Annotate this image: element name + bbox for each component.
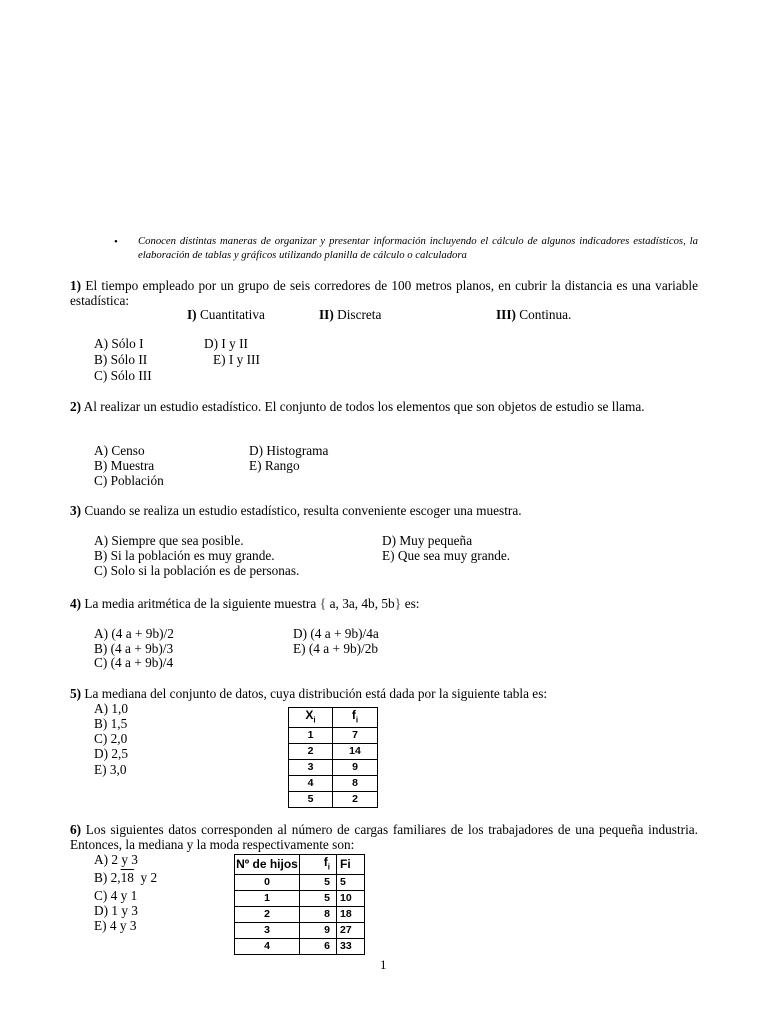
option-e: E) I y III	[213, 352, 260, 367]
option-a: A) Censo	[94, 443, 145, 458]
option-c: C) Sólo III	[94, 368, 152, 383]
question-text: El tiempo empleado por un grupo de seis corredores de 100 metros planos, en cubrir la distancia es una variable estadística:	[70, 278, 699, 308]
option-d: D) (4 a + 9b)/4a	[293, 626, 379, 641]
table-row: 5 2	[289, 792, 378, 808]
option-b: B) 2,18 y 2	[94, 870, 158, 885]
question-number: 2)	[70, 399, 82, 414]
header-fi: $f_i$	[300, 855, 337, 875]
question-2	[70, 399, 698, 414]
header-xi: $X_i$	[289, 708, 333, 728]
bullet-point: •	[114, 236, 118, 248]
header-cumulative-fi: Fi	[337, 855, 365, 875]
option-a: A) Sólo I	[94, 336, 144, 351]
option-b: B) Sólo II	[94, 352, 148, 367]
option-b: B) (4 a + 9b)/3	[94, 641, 174, 656]
option-e: E) Rango	[249, 458, 300, 473]
option-c: C) 2,0	[94, 731, 128, 746]
table-row: 4 6 33	[235, 939, 365, 955]
option-e: E) 3,0	[94, 762, 127, 777]
option-a: A) Siempre que sea posible.	[94, 533, 244, 548]
table-row: 1 7	[289, 728, 378, 744]
table-row: 1 5 10	[235, 891, 365, 907]
option-c: C) 4 y 1	[94, 888, 138, 903]
option-c: C) Población	[94, 473, 164, 488]
table-row: 3 9	[289, 760, 378, 776]
objective-text: Conocen distintas maneras de organizar y presentar información incluyendo el cálculo de algunos indicadores estadísticos, la elaboración de tablas y gráficos utilizando planilla de cálculo o calculadora	[138, 235, 698, 261]
table-row: 0 5 5	[235, 875, 365, 891]
option-d: D) Histograma	[249, 443, 329, 458]
option-d: D) 1 y 3	[94, 903, 138, 918]
question-number: 1)	[70, 278, 82, 293]
question-6	[70, 822, 698, 852]
option-d: D) I y II	[204, 336, 248, 351]
option-e: E) (4 a + 9b)/2b	[293, 641, 379, 656]
table-row: 2 14	[289, 744, 378, 760]
question-1	[70, 278, 698, 308]
table-header-row	[289, 708, 378, 728]
brace-close: }	[394, 597, 402, 612]
question-text: La media aritmética de la siguiente muestra	[84, 596, 317, 611]
option-b: B) Si la población es muy grande.	[94, 548, 275, 563]
question-number: 4)	[70, 596, 82, 611]
option-d: D) 2,5	[94, 746, 128, 761]
table-header-row	[235, 855, 365, 875]
statement-2: II) Discreta	[319, 307, 382, 322]
question-5	[70, 686, 547, 701]
question-text: Al realizar un estudio estadístico. El conjunto de todos los elementos que son objetos de estudio se llama.	[83, 399, 645, 414]
children-frequency-table	[234, 854, 365, 955]
header-fi: $f_i$	[333, 708, 378, 728]
option-a: A) 2 y 3	[94, 852, 138, 867]
option-a: A) 1,0	[94, 701, 128, 716]
option-b: B) Muestra	[94, 458, 155, 473]
brace-open: {	[319, 597, 327, 612]
table-row: 3 9 27	[235, 923, 365, 939]
question-number: 3)	[70, 503, 82, 518]
page-number: 1	[380, 957, 387, 972]
sample-set: a, 3a, 4b, 5b	[326, 596, 395, 611]
question-text: La mediana del conjunto de datos, cuya distribución está dada por la siguiente tabla es:	[84, 686, 548, 701]
statement-3: III) Continua.	[496, 307, 572, 322]
question-number: 6)	[70, 822, 82, 837]
statement-1: I) Cuantitativa	[187, 307, 265, 322]
question-text: Cuando se realiza un estudio estadístico, resulta conveniente escoger una muestra.	[84, 503, 522, 518]
question-4	[70, 596, 420, 612]
option-c: C) Solo si la población es de personas.	[94, 563, 300, 578]
table-row: 4 8	[289, 776, 378, 792]
option-d: D) Muy pequeña	[382, 533, 473, 548]
table-row: 2 8 18	[235, 907, 365, 923]
option-c: C) (4 a + 9b)/4	[94, 655, 174, 670]
question-text: Los siguientes datos corresponden al número de cargas familiares de los trabajadores de una pequeña industria. Entonces, la mediana y la moda respectivamente son:	[70, 822, 698, 852]
option-a: A) (4 a + 9b)/2	[94, 626, 174, 641]
option-e: E) Que sea muy grande.	[382, 548, 511, 563]
header-num-hijos: Nº de hijos	[235, 855, 300, 875]
repeating-decimal: 18	[120, 870, 134, 885]
question-3	[70, 503, 698, 518]
option-e: E) 4 y 3	[94, 918, 137, 933]
option-b: B) 1,5	[94, 716, 128, 731]
question-number: 5)	[70, 686, 82, 701]
frequency-table	[288, 707, 378, 808]
question-text-end: es:	[404, 596, 420, 611]
